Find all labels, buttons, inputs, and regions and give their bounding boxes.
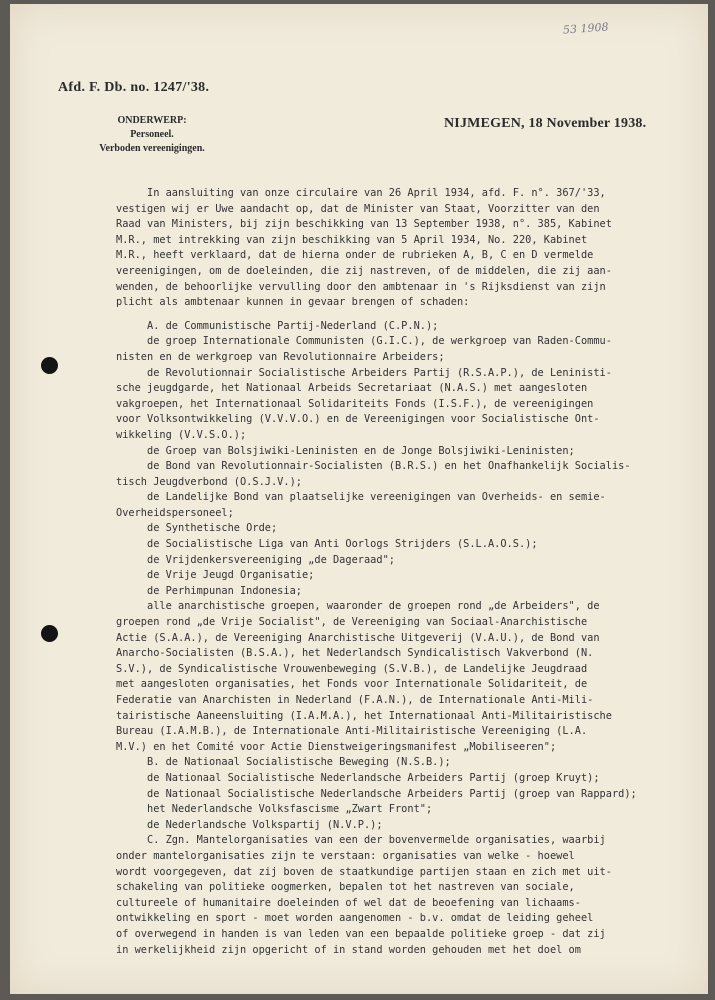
intro-line: M.R., heeft verklaard, dat de hierna onder de rubrieken A, B, C en D vermelde [116,249,594,262]
dateline: NIJMEGEN, 18 November 1938. [444,116,647,131]
list-line: vakgroepen, het Internationaal Solidariteits Fonds (I.S.F.), de vereenigingen [116,397,594,410]
list-line: schakeling van politieke oogmerken, bepalen tot het nastreven van sociale, [116,881,575,894]
list-line: Federatie van Anarchisten in Nederland (F.A.N.), de Internationale Anti-Mili- [116,694,594,706]
list-line: cultureele of humanitaire doeleinden of wel dat de beoefening van lichaams- [116,896,581,909]
list-line: tisch Jeugdverbond (O.S.J.V.); [116,475,302,488]
list-line: de Vrije Jeugd Organisatie; [116,569,315,582]
list-line: groepen rond „de Vrije Socialist", de Vereeniging van Sociaal-Anarchistische [116,616,588,629]
list-line: Overheidspersoneel; [116,506,234,519]
list-line: sche jeugdgarde, het Nationaal Arbeids Secretariaat (N.A.S.) met aangesloten [116,382,588,395]
list-line: alle anarchistische groepen, waaronder de groepen rond „de Arbeiders", de [116,600,600,613]
subject-block [82,114,222,156]
list-line: de Bond van Revolutionnair-Socialisten (B.R.S.) en het Onafhankelijk Socialis- [116,460,631,473]
intro-line: M.R., met intrekking van zijn beschikking van 5 April 1934, No. 220, Kabinet [116,233,588,246]
list-line: Anarcho-Socialisten (B.S.A.), het Nederlandsch Syndicalistisch Vakverbond (N. [116,647,594,660]
intro-paragraph [116,186,668,311]
list-line: voor Volksontwikkeling (V.V.V.O.) en de Vereenigingen voor Socialistische Ont- [116,413,600,426]
reference-number: Afd. F. Db. no. 1247/'38. [58,80,210,95]
list-line: met aangesloten organisaties, het Fonds voor Internationale Solidariteit, de [116,678,588,691]
list-line: de Groep van Bolsjiwiki-Leninisten en de Jonge Bolsjiwiki-Leninisten; [116,444,575,457]
list-line: de Nationaal Socialistische Nederlandsche Arbeiders Partij (groep van Rappard); [116,787,637,800]
subject-heading: ONDERWERP: [117,115,187,126]
list-line: de Perhimpunan Indonesia; [116,584,302,597]
list-line: de Landelijke Bond van plaatselijke vereenigingen van Overheids- en semie- [116,491,606,504]
list-line: S.V.), de Syndicalistische Vrouwenbeweging (S.V.B.), de Landelijke Jeugdraad [116,662,588,675]
intro-line: Raad van Ministers, bij zijn beschikking van 13 September 1938, n°. 385, Kabinet [116,218,612,231]
list-line: de groep Internationale Communisten (G.I.C.), de werkgroep van Raden-Commu- [116,335,612,348]
list-line: de Synthetische Orde; [116,522,278,535]
list-line: ontwikkeling en sport - moet worden aangenomen - b.v. omdat de leiding geheel [116,912,594,925]
subject-line: Verboden vereenigingen. [99,143,205,154]
list-line: wordt voorgegeven, dat zij boven de staatkundige partijen staan en zich met uit- [116,865,612,878]
organisation-list [116,319,668,958]
document-page [10,4,708,994]
punch-hole [41,625,58,642]
list-line: in werkelijkheid zijn opgericht of in stand worden gehouden met het doel om [116,943,581,956]
intro-line: plicht als ambtenaar kunnen in gevaar brengen of schaden: [116,296,470,309]
list-line: de Nationaal Socialistische Nederlandsche Arbeiders Partij (groep Kruyt); [116,771,600,784]
punch-hole [41,357,58,374]
list-line: de Socialistische Liga van Anti Oorlogs Strijders (S.L.A.O.S.); [116,538,538,551]
intro-line: vestigen wij er Uwe aandacht op, dat de Minister van Staat, Voorzitter van den [116,202,600,215]
list-line: nisten en de werkgroep van Revolutionnaire Arbeiders; [116,350,445,363]
subject-line: Personeel. [130,129,174,140]
list-line: M.V.) en het Comité voor Actie Dienstweigeringsmanifest „Mobiliseeren"; [116,740,557,753]
list-line: de Nederlandsche Volkspartij (N.V.P.); [116,818,383,831]
letter-body [116,186,668,958]
intro-line: In aansluiting van onze circulaire van 26 April 1934, afd. F. n°. 367/'33, [116,187,606,199]
list-line: A. de Communistische Partij-Nederland (C.P.N.); [116,319,439,332]
intro-line: vereenigingen, om de doeleinden, die zij nastreven, of de middelen, die zij aan- [116,264,612,277]
list-line: Bureau (I.A.M.B.), de Internationale Anti-Militairistische Vereeniging (L.A. [116,725,588,738]
list-line: wikkeling (V.V.S.O.); [116,428,247,441]
list-line: tairistische Aaneensluiting (I.A.M.A.), het Internationaal Anti-Militairistische [116,709,612,722]
list-line: Actie (S.A.A.), de Vereeniging Anarchistische Uitgeverij (V.A.U.), de Bond van [116,631,600,644]
archive-annotation: 53 1908 [562,20,609,37]
list-line: B. de Nationaal Socialistische Beweging (N.S.B.); [116,756,451,769]
list-line: het Nederlandsche Volksfascisme „Zwart Front"; [116,803,433,816]
intro-line: wenden, de behoorlijke vervulling door den ambtenaar in 's Rijksdienst van zijn [116,280,606,293]
list-line: de Vrijdenkersvereeniging „de Dageraad"; [116,553,395,566]
list-line: C. Zgn. Mantelorganisaties van een der bovenvermelde organisaties, waarbij [116,834,606,847]
list-line: of overwegend in handen is van leden van een bepaalde politieke groep - dat zij [116,927,606,940]
list-line: onder mantelorganisaties zijn te verstaan: organisaties van welke - hoewel [116,849,575,862]
list-line: de Revolutionnair Socialistische Arbeiders Partij (R.S.A.P.), de Leninisti- [116,366,612,379]
